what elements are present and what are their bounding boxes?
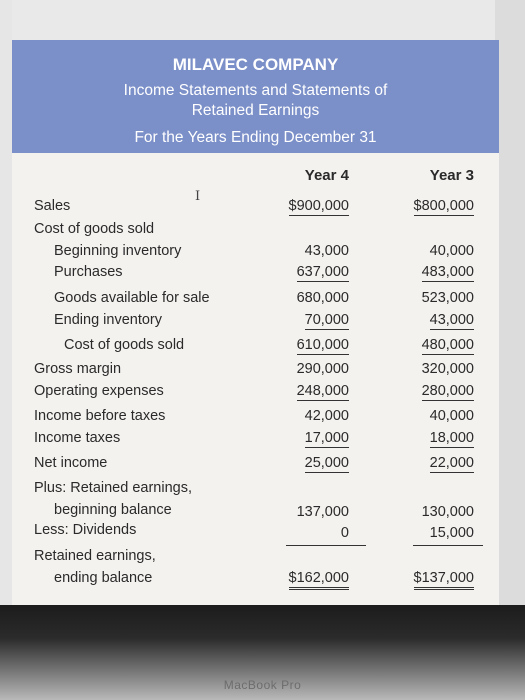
row-label-sales: Sales: [34, 198, 71, 214]
company-name: MILAVEC COMPANY: [172, 55, 339, 74]
goods-available-year4: 680,000: [296, 290, 349, 306]
statement-header: [12, 40, 499, 153]
income-before-taxes-year4: 42,000: [304, 408, 349, 424]
screen-bezel-top: [0, 0, 525, 40]
screen-bezel-right: [495, 0, 525, 700]
income-taxes-year4: 17,000: [304, 430, 349, 446]
row-label-gross-margin: Gross margin: [34, 361, 122, 377]
row-label-income-taxes: Income taxes: [34, 430, 121, 446]
gross-margin-year4: 290,000: [296, 361, 349, 377]
text-cursor-icon: I: [195, 189, 201, 204]
row-label-dividends: Less: Dividends: [34, 522, 137, 538]
beginning-inventory-year3: 40,000: [429, 243, 474, 259]
screen-bezel-left: [0, 0, 12, 700]
dividends-underline-year4: [286, 545, 366, 546]
purchases-year3: 483,000: [421, 264, 474, 280]
net-income-year4: 25,000: [304, 455, 349, 471]
row-label-plus-retained-2: beginning balance: [54, 502, 172, 518]
device-label: MacBook Pro: [223, 678, 302, 692]
cogs-total-year3: 480,000: [421, 337, 474, 353]
retained-ending-year4: $162,000: [289, 570, 349, 586]
sales-year4: $900,000: [288, 198, 349, 214]
retained-beginning-year4: 137,000: [296, 504, 349, 520]
row-label-plus-retained-1: Plus: Retained earnings,: [34, 480, 192, 496]
retained-ending-year3: $137,000: [414, 570, 474, 586]
row-label-cogs-total: Cost of goods sold: [64, 337, 185, 353]
dividends-underline-year3: [413, 545, 483, 546]
row-label-purchases: Purchases: [54, 264, 123, 280]
dividends-year4: 0: [340, 525, 349, 541]
ending-inventory-year4: 70,000: [304, 312, 349, 328]
statement-period: For the Years Ending December 31: [134, 129, 377, 146]
row-label-retained-ending-2: ending balance: [54, 570, 153, 586]
gross-margin-year3: 320,000: [421, 361, 474, 377]
row-label-income-before-taxes: Income before taxes: [34, 408, 166, 424]
income-statement-document: [12, 40, 499, 605]
row-label-goods-available: Goods available for sale: [54, 290, 210, 306]
retained-beginning-year3: 130,000: [421, 504, 474, 520]
row-label-retained-ending-1: Retained earnings,: [34, 548, 156, 564]
statement-title-line2: Retained Earnings: [191, 102, 320, 119]
dividends-year3: 15,000: [429, 525, 474, 541]
column-header-year3: Year 3: [429, 167, 474, 184]
goods-available-year3: 523,000: [421, 290, 474, 306]
income-before-taxes-year3: 40,000: [429, 408, 474, 424]
sales-year3: $800,000: [413, 198, 474, 214]
column-header-year4: Year 4: [304, 167, 349, 184]
income-taxes-year3: 18,000: [429, 430, 474, 446]
cogs-total-year4: 610,000: [296, 337, 349, 353]
row-label-beginning-inventory: Beginning inventory: [54, 243, 182, 259]
row-label-ending-inventory: Ending inventory: [54, 312, 163, 328]
row-label-operating-expenses: Operating expenses: [34, 383, 164, 399]
operating-expenses-year3: 280,000: [421, 383, 474, 399]
beginning-inventory-year4: 43,000: [304, 243, 349, 259]
ending-inventory-year3: 43,000: [429, 312, 474, 328]
statement-title-line1: Income Statements and Statements of: [123, 82, 388, 99]
net-income-year3: 22,000: [429, 455, 474, 471]
purchases-year4: 637,000: [296, 264, 349, 280]
operating-expenses-year4: 248,000: [296, 383, 349, 399]
row-label-cogs-heading: Cost of goods sold: [34, 221, 155, 237]
row-label-net-income: Net income: [34, 455, 108, 471]
